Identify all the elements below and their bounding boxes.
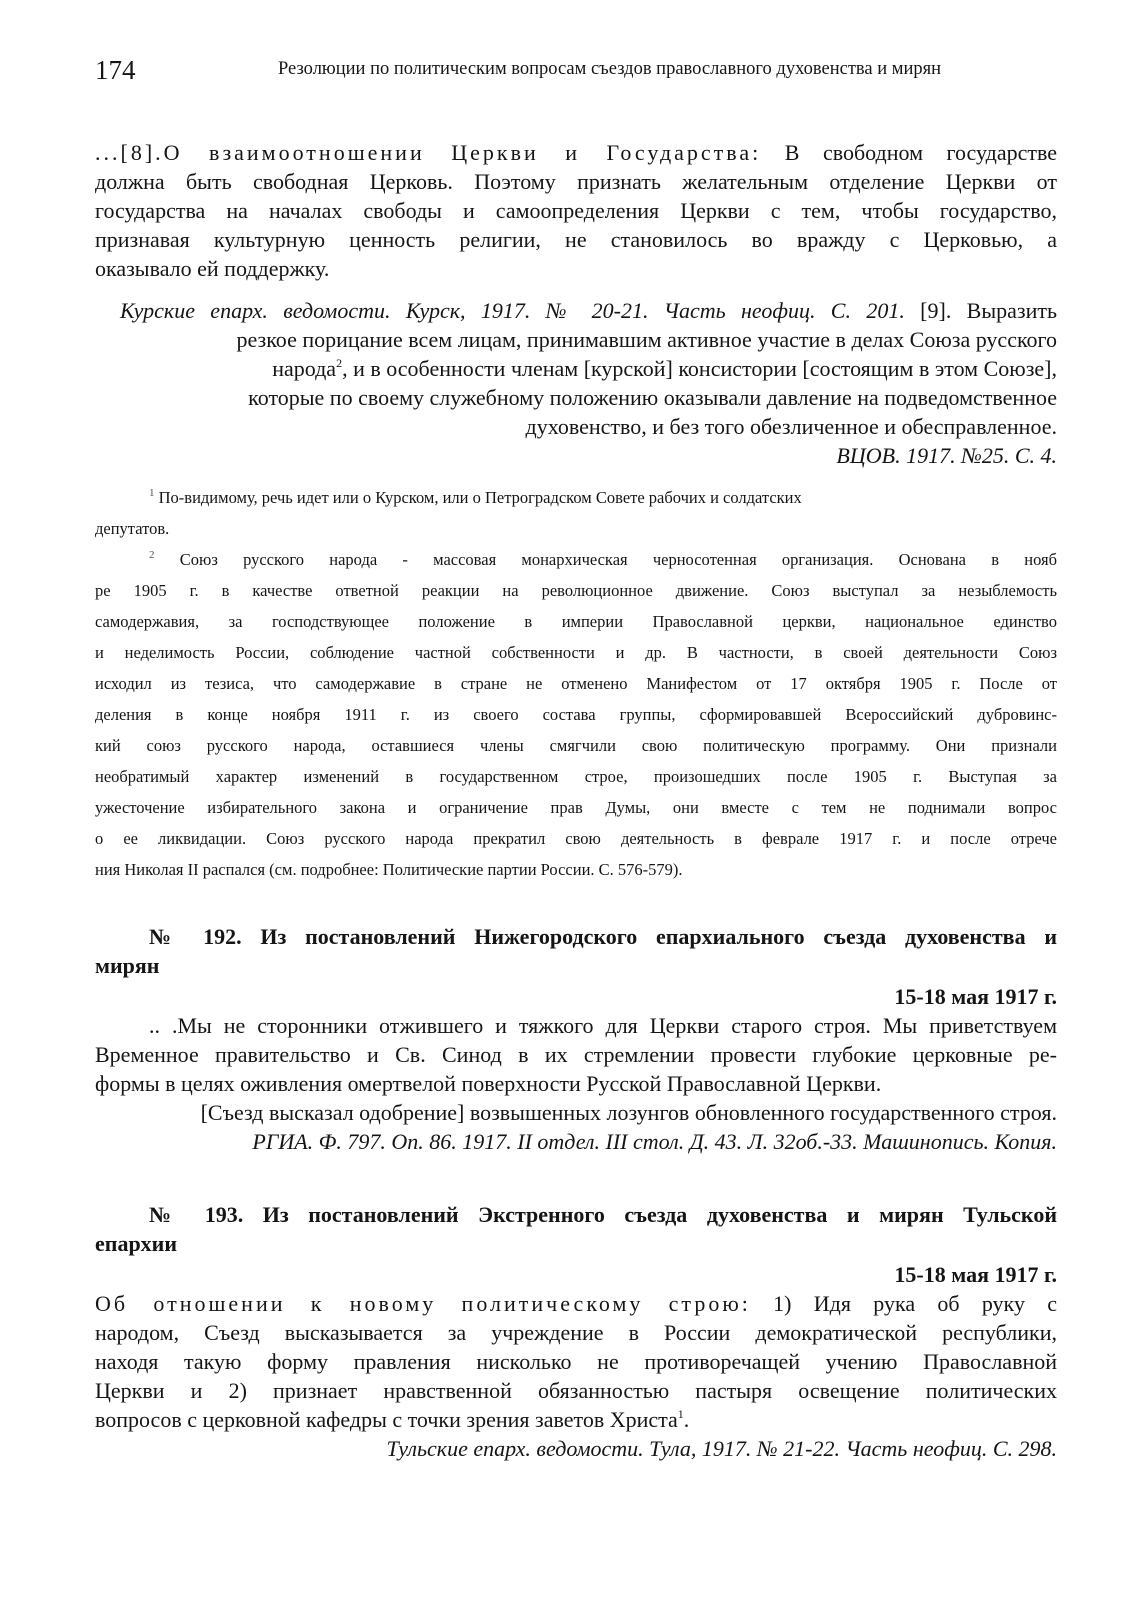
page-number: 174 (95, 55, 136, 85)
document-192: № 192. Из постановлений Нижегородского епархиального съезда духовенства и мирян 15-18 мая 1917 г. .. .Мы не сторонники отжившего и тяжкого для Церкви старого строя. Мы приветствуем Временное правительство и Св. Синод в их стремлении провести глубокие церковные ре- формы в целях оживления омертвелой поверхности Русской Православной Церкви. [Съезд высказал одобрение] возвышенных лозунгов обновленного государственного строя. РГИА. Ф. 797. Оп. 86. 1917. II отдел. III стол. Д. 43. Л. 32об.-33. Машинопись. Копия. (95, 924, 1057, 1154)
document-date: 15-18 мая 1917 г. (894, 1262, 1057, 1287)
resolution-topic: О взаимоотношении Церкви и Государства: (163, 140, 762, 165)
resolution-8: ...[8].О взаимоотношении Церкви и Государства: В свободном государстве должна быть свободная Церковь. Поэтому признать желательным отделение Церкви от государства на началах свободы и самоопределения Церкви с тем, чтобы государство, признавая культурную ценность религии, не становилось во вражду с Церковью, а оказывало ей поддержку. (95, 140, 1057, 281)
resolution-topic: Об отношении к новому политическому строю: (95, 1291, 751, 1316)
running-header (95, 52, 1058, 88)
footnotes: $^1$ По-видимому, речь идет или о Курском, или о Петроградском Совете рабочих и солдатских депутатов. $^2$ Союз русского народа - массовая монархическая черносотенная организация. Основана в нояб ре 1905 г. в качестве ответной реакции на революционное движение. Союз выступал за незыблемость самодержавия, за господствующее положение в империи Православной церкви, национальное единство и неделимость России, соблюдение частной собственности и др. В частности, в своей деятельности Союз исходил из тезиса, что самодержавие в стране не отменено Манифестом от 17 октября 1905 г. После от деления в конце ноября 1911 г. из своего состава группы, сформировавшей Всероссийский дубровинс- кий союз русского народа, оставшиеся члены смягчили свою политическую программу. Они признали необратимый характер изменений в государственном строе, произошедших после 1905 г. Выступая за ужесточение избирательного закона и ограничение прав Думы, они вместе с тем не поднимали вопрос о ее ликвидации. Союз русского народа прекратил свою деятельность в феврале 1917 г. и после отрече ния Николая II распался (см. подробнее: Политические партии России. С. 576-579). (95, 482, 1057, 885)
footnote-ref-2: 2 (336, 356, 343, 370)
footnote-ref-1: 1 (677, 1407, 684, 1421)
document-title: № 193. Из постановлений Экстренного съезда духовенства и мирян Тульской (149, 1202, 1057, 1227)
running-header-title: Резолюции по политическим вопросам съездов православного духовенства и мирян (278, 59, 942, 79)
footnote-1: $^1$ По-видимому, речь идет или о Курском, или о Петроградском Совете рабочих и солдатских (149, 487, 802, 507)
source-citation: ВЦОВ. 1917. №25. С. 4. (836, 443, 1057, 468)
footnote-2: $^2$ Союз русского народа - массовая монархическая черносотенная организация. Основана в нояб (149, 549, 1057, 569)
document-title: № 192. Из постановлений Нижегородского епархиального съезда духовенства и (149, 924, 1057, 949)
source-citation: Тульские епарх. ведомости. Тула, 1917. № 21-22. Часть неофиц. С. 298. (386, 1436, 1057, 1461)
source-citation: Курские епарх. ведомости. Курск, 1917. № 20-21. Часть неофиц. С. 201. (120, 298, 905, 323)
source-citation: РГИА. Ф. 797. Оп. 86. 1917. II отдел. III стол. Д. 43. Л. 32об.-33. Машинопись. Копия. (252, 1129, 1057, 1154)
document-date: 15-18 мая 1917 г. (894, 984, 1057, 1009)
document-193: № 193. Из постановлений Экстренного съезда духовенства и мирян Тульской епархии 15-18 мая 1917 г. Об отношении к новому политическому строю: 1) Идя рука об руку с народом, Съезд высказывается за учреждение в России демократической республики, находя такую форму правления нисколько не противоречащей учению Православной Церкви и 2) признает нравственной обязанностью пастыря освещение политических вопросов с церковной кафедры с точки зрения заветов Христа$^1$. Тульские епарх. ведомости. Тула, 1917. № 21-22. Часть неофиц. С. 298. (95, 1202, 1057, 1461)
resolution-9: Курские епарх. ведомости. Курск, 1917. № 20-21. Часть неофиц. С. 201. [9]. Выразить резкое порицание всем лицам, принимавшим активное участие в делах Союза русского народа$^2$, и в особенности членам [курской] консистории [состоящим в этом Союзе], которые по своему служебному положению оказывали давление на подведомственное духовенство, и без того обезличенное и обесправленное. ВЦОВ. 1917. №25. С. 4. (95, 296, 1057, 470)
item-number: ...[8]. (95, 140, 164, 165)
